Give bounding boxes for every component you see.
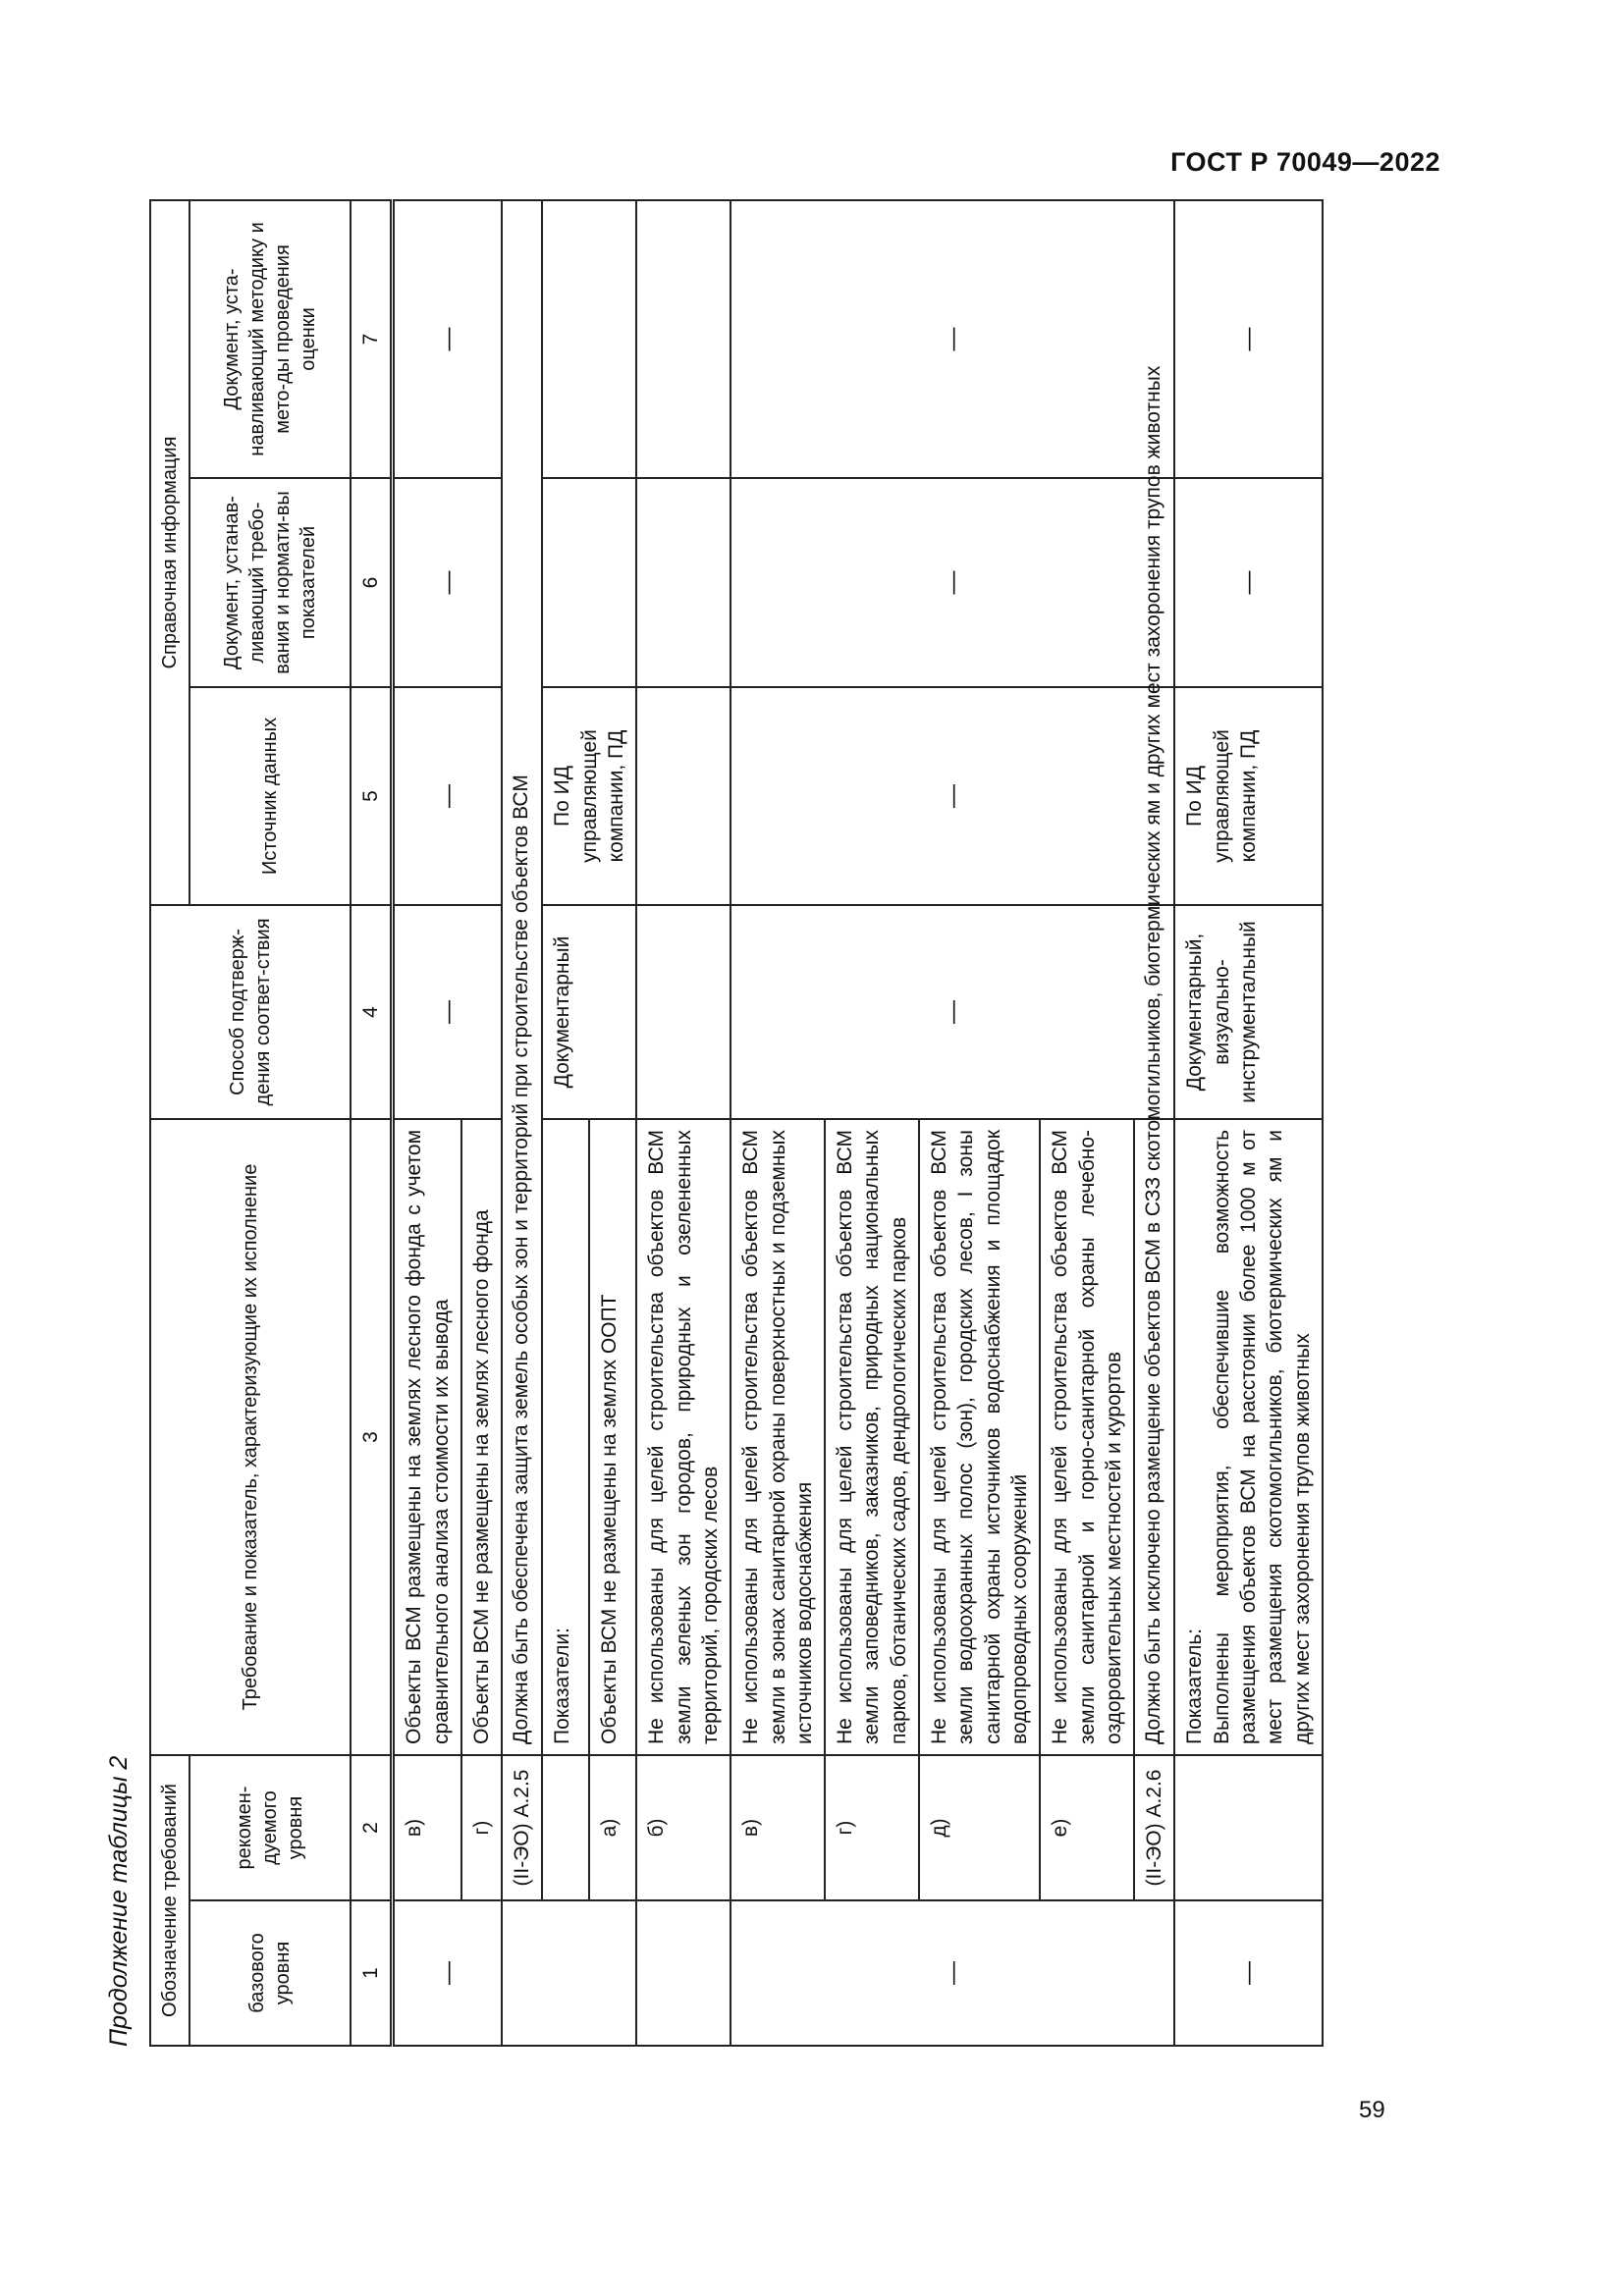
- requirement-text: Объекты ВСМ не размещены на землях ООПТ: [589, 1119, 636, 1755]
- method-document-empty: [542, 200, 636, 478]
- column-number-2: 2: [351, 1755, 393, 1900]
- confirmation-method-header: Способ подтверж-дения соответ-ствия: [150, 905, 351, 1119]
- row-code: д): [919, 1755, 1040, 1900]
- table-continuation-caption: Продолжение таблицы 2: [105, 1755, 133, 2047]
- indicators-label: Показатели:: [542, 1119, 589, 1755]
- column-number-6: 6: [351, 478, 393, 687]
- recommended-level-header: рекомен-дуемого уровня: [189, 1755, 351, 1900]
- row-code: (II-ЭО) А.2.6: [1134, 1755, 1174, 1900]
- requirement-text: Не использованы для целей строительства объектов ВСМ земли водоохранных полос (зон), городских лесов, I зоны санитарной охраны источников водоснабжения и площадок водопроводных сооружений: [919, 1119, 1040, 1755]
- requirement-text: Показатель: Выполнены мероприятия, обеспечившие возможность размещения объектов ВСМ на расстоянии более 1000 м от мест размещения скотомогильников, биотермических ям и других мест захоронения трупов животных: [1174, 1119, 1322, 1755]
- method-document-dash: —: [393, 200, 502, 478]
- requirement-text: Не использованы для целей строительства объектов ВСМ земли в зонах санитарной охраны поверхностных и подземных источников водоснабжения: [731, 1119, 825, 1755]
- method-document-empty: [636, 200, 731, 478]
- page-number: 59: [1359, 2097, 1385, 2123]
- method-document-dash: —: [1174, 200, 1322, 478]
- method-dash: —: [393, 905, 502, 1119]
- column-number-5: 5: [351, 687, 393, 905]
- req-document-dash: —: [731, 478, 1174, 687]
- req-document-empty: [636, 478, 731, 687]
- requirement-document-header: Документ, устанав-ливающий требо-вания и нормати-вы показателей: [189, 478, 351, 687]
- data-source: По ИД управляющей компании, ПД: [542, 687, 636, 905]
- requirements-table: [149, 199, 1324, 2047]
- rotated-page-content: [105, 201, 1440, 2047]
- column-number-1: 1: [351, 1900, 393, 2046]
- document-standard-header: ГОСТ Р 70049—2022: [1170, 147, 1440, 177]
- basic-level-dash: —: [1174, 1900, 1322, 2046]
- data-source-header: Источник данных: [189, 687, 351, 905]
- req-document-dash: —: [393, 478, 502, 687]
- method-dash: —: [731, 905, 1174, 1119]
- requirement-text: Не использованы для целей строительства объектов ВСМ земли санитарной и горно-санитарной охраны лечебно-оздоровительных местностей и курортов: [1040, 1119, 1134, 1755]
- data-source: По ИД управляющей компании, ПД: [1174, 687, 1322, 905]
- req-document-empty: [542, 478, 636, 687]
- table-row-indicator: [1174, 200, 1322, 2046]
- basic-level-empty: [502, 1900, 636, 2046]
- method-document-dash: —: [731, 200, 1174, 478]
- table-row-indicators: [542, 200, 589, 2046]
- requirement-header: Требование и показатель, характеризующие их исполнение: [150, 1119, 351, 1755]
- row-code: б): [636, 1755, 731, 1900]
- requirement-text: Должна быть обеспечена защита земель особых зон и территорий при строительстве объектов ВСМ: [502, 200, 542, 1755]
- requirement-text: Не использованы для целей строительства объектов ВСМ земли заповедников, заказников, природных национальных парков, ботанических садов, дендрологических парков: [825, 1119, 919, 1755]
- requirement-text: Должно быть исключено размещение объектов ВСМ в СЗЗ скотомогильников, биотермических ям и других мест захоронения трупов животных: [1134, 200, 1174, 1755]
- requirement-text: Не использованы для целей строительства объектов ВСМ земли зеленых зон городов, природных и озелененных территорий, городских лесов: [636, 1119, 731, 1755]
- row-code: г): [825, 1755, 919, 1900]
- row-code: в): [393, 1755, 461, 1900]
- designation-header: Обозначение требований: [150, 1755, 189, 2046]
- recommended-empty: [542, 1755, 589, 1900]
- row-code: е): [1040, 1755, 1134, 1900]
- source-dash: —: [393, 687, 502, 905]
- basic-level-dash: —: [731, 1900, 1174, 2046]
- source-empty: [636, 687, 731, 905]
- table-row-v: [393, 200, 461, 2046]
- requirement-text: Объекты ВСМ не размещены на землях лесного фонда: [461, 1119, 502, 1755]
- basic-level-dash: —: [393, 1900, 502, 2046]
- requirement-text: Объекты ВСМ размещены на землях лесного фонда с учетом сравнительного анализа стоимости их вывода: [393, 1119, 461, 1755]
- source-dash: —: [731, 687, 1174, 905]
- recommended-empty: [1174, 1755, 1322, 1900]
- method-document-header: Документ, уста-навливающий методику и мето-ды проведения оценки: [189, 200, 351, 478]
- method-empty: [636, 905, 731, 1119]
- column-numbers-row: [351, 200, 393, 2046]
- row-code: (II-ЭО) А.2.5: [502, 1755, 542, 1900]
- confirmation-method: Документарный: [542, 905, 636, 1119]
- column-number-4: 4: [351, 905, 393, 1119]
- table-header-row-1: [150, 200, 189, 2046]
- table-row-v2: [731, 200, 825, 2046]
- reference-info-header: Справочная информация: [150, 200, 189, 905]
- table-row-a25: [502, 200, 542, 2046]
- row-code: г): [461, 1755, 502, 1900]
- row-code: в): [731, 1755, 825, 1900]
- confirmation-method: Документарный, визуально-инструментальный: [1174, 905, 1322, 1119]
- table-row-a26: [1134, 200, 1174, 2046]
- table-row-b: [636, 200, 731, 2046]
- basic-level-header: базового уровня: [189, 1900, 351, 2046]
- column-number-3: 3: [351, 1119, 393, 1755]
- row-code: а): [589, 1755, 636, 1900]
- column-number-7: 7: [351, 200, 393, 478]
- basic-level-empty: [636, 1900, 731, 2046]
- req-document-dash: —: [1174, 478, 1322, 687]
